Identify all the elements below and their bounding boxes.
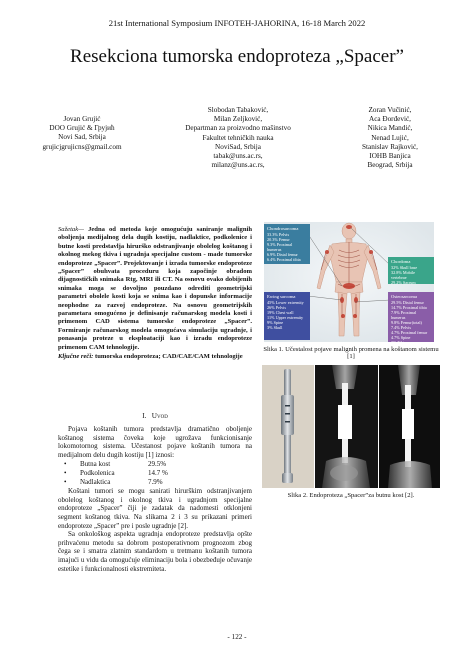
box-row: 33.3% Pelvis <box>267 232 290 237</box>
section-heading <box>58 412 252 420</box>
author-line: Milan Zeljković, <box>213 115 263 124</box>
section-number: I. <box>142 412 147 420</box>
paragraph: Koštani tumori se mogu sanirati hirurškim odstranjivanjem obolelog koštanog i okolnog tkiva i ugradnjom specijalne endoproteze „Spacer” čiji je zadatak da nadomesti otklonjeni segment koštanog tkiva. Na slikama 2 i 3 su prikazani primeri endoproteze „Spacer” pre i posle ugradnje [2]. <box>58 487 252 530</box>
author-line: Aca Đorđević, <box>369 115 411 124</box>
paragraph: Pojava koštanih tumora predstavlja dramatično oboljenje koštanog sistema čoveka koje ugrožava funkcionisanje lokomotornog sistema. Učestanost pojave koštanih tumora na medijalnom delu dugih kostiju [1] iznosi: <box>58 425 252 459</box>
box-title: Osteosarcoma <box>391 294 418 299</box>
author-email: tabak@uns.ac.rs, <box>213 152 263 161</box>
box-row: 29.2% Sacrum <box>391 280 416 285</box>
author-line: Stanislav Rajković, <box>362 142 418 151</box>
author-line: DOO Grujić & Грујић <box>49 124 115 133</box>
box-row: 9.3% Proximal humerus <box>267 242 293 252</box>
box-title: Chondrosarcoma <box>267 226 299 231</box>
author-block-1 <box>22 115 142 152</box>
box-row: 3% Skull <box>267 325 283 330</box>
figure-1-skeleton-infographic <box>264 222 434 345</box>
chondrosarcoma-box <box>264 224 310 264</box>
bullet: • <box>64 468 67 477</box>
box-row: 14.7% Proximal tibia <box>391 305 427 310</box>
stats-list <box>58 460 252 486</box>
box-row: 7.4% Pelvis <box>391 325 412 330</box>
box-row: 45% Lower extremity <box>267 300 304 305</box>
stats-item <box>58 460 252 469</box>
box-row: 19% Chest wall <box>267 310 294 315</box>
box-row: 6.9% Distal femur <box>267 252 298 257</box>
stats-label: Podkolenica <box>80 468 115 477</box>
author-block-2 <box>168 106 308 170</box>
keywords <box>58 353 252 361</box>
figure-2-caption: Slika 2. Endoproteza „Spacer”za butnu kost [2]. <box>287 492 415 499</box>
spacer-photographs <box>262 365 440 488</box>
box-row: 32% Skull base <box>391 265 418 270</box>
author-line: Beograd, Srbija <box>367 161 413 170</box>
box-row: 32.8% Mobile vertebrae <box>391 270 415 280</box>
box-row: 9% Spine <box>267 320 284 325</box>
paper-title: Resekciona tumorska endoproteza „Spacer” <box>70 46 404 67</box>
osteosarcoma-box <box>388 292 434 345</box>
box-row: 3% Tibia <box>391 340 407 345</box>
abstract-text: Jedna od metoda koje omogućuju saniranje malignih oboljenja medijalnog dela dugih kostiju, nadlaktice, podkolenice i butne kosti predstavlja hirurško odstranjivanje obolelog koštanog i okolnog mekog tkiva i ugradnja specijalne custom - made tumorske endoproteze „Spacer”. Projektovanje i izrada tumorske endoproteze „Spacer” obuhvata proceduru koja započinje obradom dijagnostičkih snimaka Rtg, MRI ili CT. Na osnovu ovako dobijenih snimaka moga se dovoljno pouzdano odrediti geometrijski parametri obolele kosti koja se snima kao i dopunske informacije neophodne za razvoj endoproteze. Na osnovu geometrijskih parametara omogućeno je definisanje računarskog modela kosti i primenom CAD sistema tumorske endoproteze „Spacer”. Formiranje računarskog modela omogućava simulaciju ugradnje, i ponasanja proteze u eksploataciji kao i izradu endoproteze primenom CAM tehnologije. <box>58 226 252 351</box>
bullet: • <box>64 460 67 469</box>
stats-value: 14.7 % <box>148 468 168 477</box>
author-line: IOHB Banjica <box>369 152 411 161</box>
author-email: milanz@uns.ac.rs, <box>211 161 265 170</box>
author-line: Jovan Grujić <box>63 115 101 123</box>
paragraph: Sa onkološkog aspekta ugradnja endoproteze predstavlja opšte prihvaćenu metodu sa dobrom postoperativnom prognozom zbog čega se i smatra zlatnim standardom u tretmanu koštanih tumora imajući u vidu da omogućuje eliminaciju bola i obezbeđuje očuvanje estetike i funkcionalnosti ekstremiteta. <box>58 530 252 573</box>
stats-value: 29.5% <box>148 460 167 469</box>
stats-label: Nadlaktica <box>80 477 111 486</box>
keywords-label: Ključne reči: <box>58 353 94 361</box>
abstract-lead: Sažetak— <box>58 226 85 233</box>
author-line: Fakultet tehničkih nauka <box>202 133 274 142</box>
box-title: Chordoma <box>391 259 411 264</box>
body-text <box>58 425 252 573</box>
author-line: Nenad Lujić, <box>371 133 409 142</box>
box-row: 4.7% Spine <box>391 335 411 340</box>
box-row: 26% Pelvis <box>267 305 286 310</box>
box-row: 20.3% Femur <box>267 237 290 242</box>
box-row: 4.7% Proximal femur <box>391 330 428 335</box>
stats-label: Butna kost <box>80 460 111 469</box>
box-title: Ewing sarcoma <box>267 294 296 299</box>
author-line: Zoran Vučinić, <box>368 106 412 114</box>
bullet: • <box>64 477 67 486</box>
box-row: 6.4% Proximal tibia <box>267 257 301 262</box>
author-line: Nikica Mandić, <box>367 124 413 133</box>
figure-1-caption: Slika 1. Učestalost pojave malignih promena na koštanom sistemu [1] <box>263 346 439 360</box>
stats-item <box>58 469 252 478</box>
author-line: Slobodan Tabaković, <box>207 106 269 114</box>
stats-value: 7.9% <box>148 477 163 486</box>
author-email: grujicjgrujicns@gmail.com <box>42 142 122 151</box>
author-line: NoviSad, Srbija <box>215 142 261 151</box>
section-title: Uvod <box>151 412 168 420</box>
page-number: - 122 - <box>227 633 247 641</box>
box-row: 7.9% Proximal humerus <box>391 310 417 320</box>
box-row: 29.5% Distal femur <box>391 300 424 305</box>
box-row: 9.8% Femur(total) <box>391 320 422 325</box>
keywords-text: tumorska endoproteza; CAD/CAE/CAM tehnologije <box>93 353 243 361</box>
figure-2-spacer-images <box>262 365 440 488</box>
running-header: 21st International Symposium INFOTEH-JAHORINA, 16-18 March 2022 <box>108 18 366 28</box>
author-line: Departman za proizvodno mašinstvo <box>185 124 291 133</box>
stats-item <box>58 478 252 487</box>
box-row: 11% Upper extremity <box>267 315 304 320</box>
abstract <box>58 226 252 362</box>
author-line: Novi Sad, Srbija <box>58 133 106 142</box>
chordoma-box <box>388 257 434 284</box>
ewing-sarcoma-box <box>264 292 310 340</box>
author-block-3 <box>338 106 442 170</box>
